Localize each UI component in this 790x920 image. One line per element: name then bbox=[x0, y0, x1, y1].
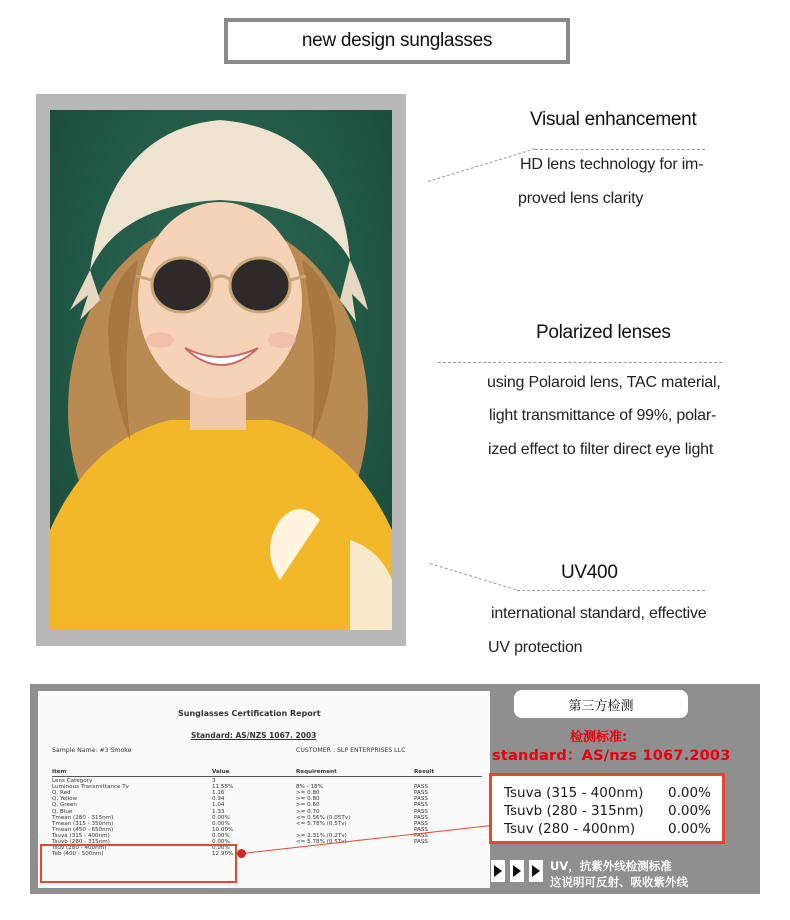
report-sample-name: Sample Name: #3 Smoke bbox=[52, 747, 132, 754]
girl-sunglasses-illustration bbox=[50, 110, 392, 630]
col-header-item: Item bbox=[52, 769, 67, 775]
cell-item: Tmean (450 - 650nm) bbox=[52, 826, 114, 833]
third-party-badge bbox=[514, 690, 688, 718]
page-title: new design sunglasses bbox=[301, 30, 493, 51]
feature-uv-line-2: UV protection bbox=[488, 639, 583, 656]
cell-result: PASS bbox=[414, 790, 428, 797]
cell-requirement: >= 0.80 bbox=[296, 790, 320, 797]
cell-result: PASS bbox=[414, 808, 428, 815]
callout-line-3 bbox=[430, 563, 516, 590]
cell-item: Tmean (315 - 350nm) bbox=[52, 820, 114, 827]
play-arrow-icon bbox=[529, 860, 543, 882]
product-photo bbox=[50, 110, 392, 630]
cell-requirement bbox=[296, 851, 414, 857]
cell-result: PASS bbox=[414, 802, 428, 809]
standard-cn: 检测标准: bbox=[570, 730, 628, 745]
cell-result bbox=[414, 851, 474, 857]
uv-result-value: 0.00% bbox=[668, 785, 711, 801]
highlight-dot bbox=[237, 849, 246, 858]
cell-item: Tsuva (315 - 400nm) bbox=[52, 832, 110, 839]
uv-results-box bbox=[489, 773, 725, 844]
cell-result: PASS bbox=[414, 796, 428, 803]
uv-result-label: Tsuv (280 - 400nm) bbox=[504, 821, 636, 837]
divider-2 bbox=[438, 362, 722, 363]
cell-value: 10.00% bbox=[212, 826, 234, 833]
cell-requirement: 8% - 18% bbox=[296, 784, 323, 791]
page-title-box bbox=[224, 18, 570, 64]
cell-requirement: >= 0.60 bbox=[296, 802, 320, 809]
cell-value: 1.04 bbox=[212, 802, 225, 809]
cell-value: 0.00% bbox=[212, 832, 230, 839]
cell-value: 0.00% bbox=[212, 814, 230, 821]
cell-value: 11.55% bbox=[212, 784, 234, 791]
cell-item: Tmean (280 - 315nm) bbox=[52, 814, 114, 821]
col-header-requirement: Requirement bbox=[296, 769, 337, 775]
cell-item: Q, Green bbox=[52, 802, 77, 809]
cell-value: 0.00% bbox=[212, 839, 230, 846]
cell-result: PASS bbox=[414, 784, 428, 791]
uv-result-value: 0.00% bbox=[668, 821, 711, 837]
divider-1 bbox=[535, 149, 705, 150]
cell-requirement: <= 5.78% (0.5Tv) bbox=[296, 820, 347, 827]
cell-item: Tsuv (280 - 400nm) bbox=[52, 845, 107, 852]
cell-value: 0.00% bbox=[212, 820, 230, 827]
feature-polarized-line-2: light transmittance of 99%, polar- bbox=[489, 407, 717, 424]
cell-item: Q, Yellow bbox=[52, 796, 78, 803]
col-header-result: Result bbox=[414, 769, 435, 775]
cell-result: PASS bbox=[414, 826, 428, 833]
play-arrow-icon bbox=[510, 860, 524, 882]
cell-item: Lens Category bbox=[52, 778, 93, 785]
cell-item: Teb (400 - 500nm) bbox=[52, 851, 104, 858]
cell-item: Tsuvb (280 - 315nm) bbox=[52, 839, 110, 846]
cell-requirement: >= 0.70 bbox=[296, 808, 320, 815]
col-header-value: Value bbox=[212, 769, 230, 775]
cell-result: PASS bbox=[414, 820, 428, 827]
uv-note-line-1: UV，抗紫外线检测标准 bbox=[550, 859, 672, 873]
feature-title-uv400: UV400 bbox=[561, 562, 618, 583]
cell-value: 1.16 bbox=[212, 790, 225, 797]
cell-item: Luminous Transmittance Tv bbox=[52, 784, 129, 791]
feature-title-visual: Visual enhancement bbox=[530, 109, 697, 130]
uv-result-value: 0.00% bbox=[668, 803, 711, 819]
cell-value: 1.33 bbox=[212, 808, 225, 815]
standard-en: standard：AS/nzs 1067.2003 bbox=[492, 748, 731, 764]
divider-3 bbox=[517, 590, 705, 591]
cell-result: PASS bbox=[414, 832, 428, 839]
feature-visual-line-2: proved lens clarity bbox=[518, 190, 644, 207]
uv-result-label: Tsuvb (280 - 315nm) bbox=[504, 803, 644, 819]
feature-uv-line-1: international standard, effective bbox=[491, 605, 707, 622]
cell-value: 12.90% bbox=[212, 851, 234, 858]
cell-item: Q, Blue bbox=[52, 808, 73, 815]
feature-title-polarized: Polarized lenses bbox=[536, 322, 671, 343]
cell-result: PASS bbox=[414, 814, 428, 821]
uv-result-label: Tsuva (315 - 400nm) bbox=[504, 785, 644, 801]
cell-requirement: >= 0.80 bbox=[296, 796, 320, 803]
cell-requirement: >= 2.31% (0.2Tv) bbox=[296, 832, 347, 839]
arrow-icons bbox=[491, 860, 543, 882]
report-title: Sunglasses Certification Report bbox=[178, 709, 321, 718]
cell-value: 3 bbox=[212, 778, 216, 785]
feature-polarized-line-3: ized effect to filter direct eye light bbox=[488, 441, 714, 458]
play-arrow-icon bbox=[491, 860, 505, 882]
cell-value: 0.94 bbox=[212, 796, 225, 803]
cell-item: Q, Red bbox=[52, 790, 71, 797]
report-standard: Standard: AS/NZS 1067. 2003 bbox=[191, 731, 317, 740]
uv-note-line-2: 这说明可反射、吸收紫外线 bbox=[550, 875, 688, 889]
product-photo-frame bbox=[36, 94, 406, 646]
report-customer: CUSTOMER : SLP ENTERPRISES LLC bbox=[296, 747, 406, 754]
feature-visual-line-1: HD lens technology for im- bbox=[520, 156, 704, 173]
report-table-header bbox=[52, 769, 482, 777]
cell-requirement: <= 0.56% (0.05Tv) bbox=[296, 814, 351, 821]
cell-result: PASS bbox=[414, 839, 428, 846]
cell-value: 0.00% bbox=[212, 845, 230, 852]
feature-polarized-line-1: using Polaroid lens, TAC material, bbox=[487, 374, 721, 391]
cell-requirement: <= 5.78% (0.5Tv) bbox=[296, 839, 347, 846]
highlight-box bbox=[40, 844, 237, 883]
third-party-label: 第三方检测 bbox=[568, 698, 634, 714]
